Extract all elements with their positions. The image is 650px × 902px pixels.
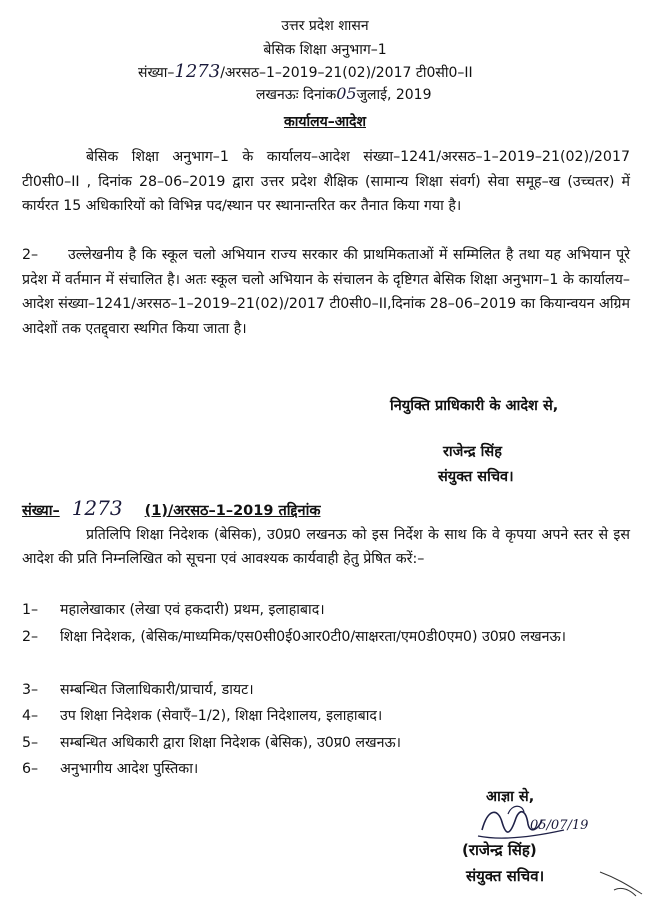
reference-number-line [138,61,473,82]
date-handwritten-day: 05 [336,84,357,103]
list-item-text: शिक्षा निदेशक, (बेसिक/माध्यमिक/एस0सी0ई0आर0टी0/साक्षरता/एम0डी0एम0) उ0प्र0 लखनऊ। [60,629,567,645]
copy-reference-handwritten-number: 1273 [71,496,123,520]
list-item-number: 5– [22,735,39,751]
copy-intro-text: प्रतिलिपि शिक्षा निदेशक (बेसिक), उ0प्र0 लखनऊ को इस निर्देश के साथ कि वे कृपया अपने स्तर से इस आदेश की प्रति निम्नलिखित को सूचना एवं आवश्यक कार्यवाही हेतु प्रेषित करें:– [22,527,630,567]
authority-name: राजेन्द्र सिंह [443,444,502,460]
header-government: उत्तर प्रदेश शासन [281,18,369,34]
list-item-number: 4– [22,708,39,724]
list-item-number: 3– [22,682,39,698]
list-item-text: सम्बन्धित जिलाधिकारी/प्राचार्य, डायट। [60,682,254,698]
list-item-text: उप शिक्षा निदेशक (सेवाएँ–1/2), शिक्षा निदेशालय, इलाहाबाद। [60,708,383,724]
reference-prefix: संख्या– [138,65,175,81]
list-item-text: सम्बन्धित अधिकारी द्वारा शिक्षा निदेशक (बेसिक), उ0प्र0 लखनऊ। [60,735,402,751]
copy-intro [22,523,630,571]
place-date-prefix: लखनऊः दिनांक [256,87,337,103]
place-date-suffix: जुलाई, 2019 [356,87,432,103]
paragraph-1-text: बेसिक शिक्षा अनुभाग–1 के कार्यालय–आदेश संख्या–1241/अरसठ–1–2019–21(02)/2017 टी0सी0–II , दिनांक 28–06–2019 द्वारा उत्तर प्रदेश शैक्षिक (सामान्य शिक्षा संवर्ग) सेवा समूह–ख (उच्चतर) में कार्यरत 15 अधिकारियों को विभिन्न पद/स्थान पर स्थानान्तरित कर तैनात किया गया है। [22,149,630,214]
list-item-text: महालेखाकार (लेखा एवं हकदारी) प्रथम, इलाहाबाद। [60,602,325,618]
place-date-line [256,84,431,104]
corner-pen-mark [596,868,646,898]
copy-reference-line [22,496,320,520]
copy-reference-prefix: संख्या– [22,503,60,519]
reference-handwritten-number: 1273 [174,61,221,82]
list-item-text: अनुभागीय आदेश पुस्तिका। [60,761,199,777]
closing-aagya: आज्ञा से, [486,789,535,805]
list-item-number: 6– [22,761,39,777]
list-item-number: 2– [22,629,39,645]
paragraph-2-text: उल्लेखनीय है कि स्कूल चलो अभियान राज्य सरकार की प्राथमिकताओं में सम्मिलित है तथा यह अभियान पूरे प्रदेश में वर्तमान में संचालित है। अतः स्कूल चलो अभियान के संचालन के दृष्टिगत बेसिक शिक्षा अनुभाग–1 के कार्यालय–आदेश संख्या–1241/अरसठ–1–2019–21(02)/2017 टी0सी0–II,दिनांक 28–06–2019 का कियान्वयन अग्रिम आदेशों तक एतद्द्वारा स्थगित किया जाता है। [22,247,630,337]
paragraph-2-number: 2– [22,247,39,263]
closing-name: (राजेन्द्र सिंह) [462,841,537,859]
authority-order-line: नियुक्ति प्राधिकारी के आदेश से, [390,398,559,414]
paragraph-2 [22,243,630,341]
reference-suffix: /अरसठ–1–2019–21(02)/2017 टी0सी0–II [220,65,473,81]
closing-designation: संयुक्त सचिव। [466,867,545,885]
authority-designation: संयुक्त सचिव। [438,469,514,485]
document-title: कार्यालय–आदेश [284,114,366,130]
signature-date: 05/07/19 [530,818,589,833]
copy-reference-suffix: (1)/अरसठ–1–2019 तद्दिनांक [144,503,321,519]
header-department: बेसिक शिक्षा अनुभाग–1 [263,42,387,58]
paragraph-1 [22,145,630,219]
list-item-number: 1– [22,602,39,618]
